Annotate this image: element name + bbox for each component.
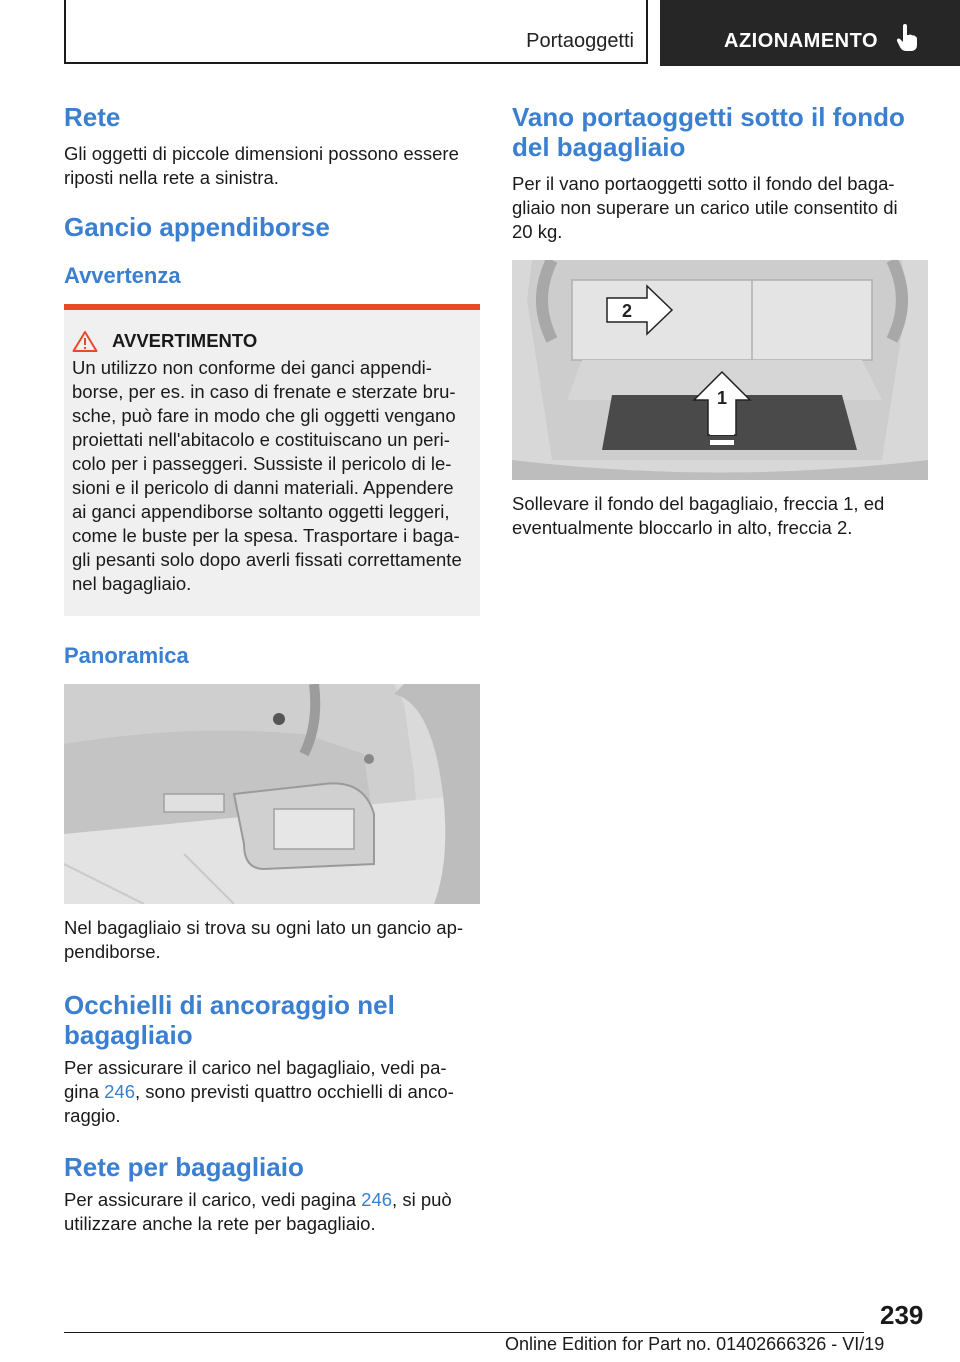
warning-triangle-icon <box>72 330 98 352</box>
header-chapter-box <box>660 0 960 66</box>
occhielli-body: gina 246, sono previsti quattro occhielli di anco- <box>64 1081 454 1102</box>
warning-line: come le buste per la spesa. Trasportare i baga- <box>72 525 460 546</box>
occhielli-body: Per assicurare il carico nel bagagliaio, vedi pa- <box>64 1057 447 1078</box>
arrow-label-1: 1 <box>716 388 728 408</box>
header-chapter-title: AZIONAMENTO <box>724 30 879 52</box>
vano-title: Vano portaoggetti sotto il fondo <box>512 102 905 132</box>
warning-line: sioni e il pericolo di danni materiali. Appendere <box>72 477 454 498</box>
warning-line: ai ganci appendiborse soltanto oggetti leggeri, <box>72 501 450 522</box>
trunk-floor-illustration <box>512 260 928 480</box>
warning-line: borse, per es. in caso di frenate e sterzate bru- <box>72 381 456 402</box>
warning-title: AVVERTIMENTO <box>112 330 258 351</box>
trunk-side-illustration <box>64 684 480 904</box>
gancio-title: Gancio appendiborse <box>64 212 330 242</box>
footer-edition: Online Edition for Part no. 01402666326 - VI/19 <box>505 1334 885 1354</box>
warning-line: gli pesanti solo dopo averli fissati correttamente <box>72 549 462 570</box>
occhielli-title: bagagliaio <box>64 1020 193 1050</box>
footer-divider <box>64 1332 864 1333</box>
page-link-246[interactable]: 246 <box>104 1081 135 1102</box>
page-link-246[interactable]: 246 <box>361 1189 393 1210</box>
vano-title: del bagagliaio <box>512 132 686 162</box>
pointing-hand-icon <box>896 24 918 52</box>
occhielli-body: raggio. <box>64 1105 121 1126</box>
arrow-label-2: 2 <box>621 301 633 321</box>
rete-body: Gli oggetti di piccole dimensioni possono essere riposti nella rete a sinistra. <box>64 143 459 188</box>
avvertenza-title: Avvertenza <box>64 263 181 288</box>
rete-bagagliaio-title: Rete per bagagliaio <box>64 1152 304 1182</box>
vano-body: Per il vano portaoggetti sotto il fondo del baga- <box>512 173 895 194</box>
rete-bagagliaio-body: utilizzare anche la rete per bagagliaio. <box>64 1213 376 1234</box>
warning-line: proiettati nell'abitacolo e costituiscano un peri- <box>72 429 450 450</box>
vano-caption: Sollevare il fondo del bagagliaio, freccia 1, ed <box>512 493 885 514</box>
warning-box <box>64 304 480 616</box>
vano-body: 20 kg. <box>512 221 563 242</box>
vano-body: gliaio non superare un carico utile consentito di <box>512 197 898 218</box>
panoramica-caption: Nel bagagliaio si trova su ogni lato un gancio ap- <box>64 917 464 938</box>
panoramica-caption: pendiborse. <box>64 941 161 962</box>
warning-line: Un utilizzo non conforme dei ganci appendi- <box>72 357 432 378</box>
left-column <box>64 102 480 1236</box>
rete-title: Rete <box>64 102 121 132</box>
occhielli-title: Occhielli di ancoraggio nel <box>64 990 395 1020</box>
warning-line: colo per i passeggeri. Sussiste il pericolo di le- <box>72 453 452 474</box>
panoramica-title: Panoramica <box>64 643 189 668</box>
warning-line: nel bagagliaio. <box>72 573 192 594</box>
rete-bagagliaio-body: Per assicurare il carico, vedi pagina 246, si può <box>64 1189 452 1210</box>
header-section-title: Portaoggetti <box>526 30 634 52</box>
warning-line: sche, può fare in modo che gli oggetti vengano <box>72 405 456 426</box>
page-number: 239 <box>880 1300 924 1330</box>
header-section-box <box>64 0 648 64</box>
vano-caption: eventualmente bloccarlo in alto, freccia 2. <box>512 517 853 538</box>
right-column <box>512 102 928 540</box>
